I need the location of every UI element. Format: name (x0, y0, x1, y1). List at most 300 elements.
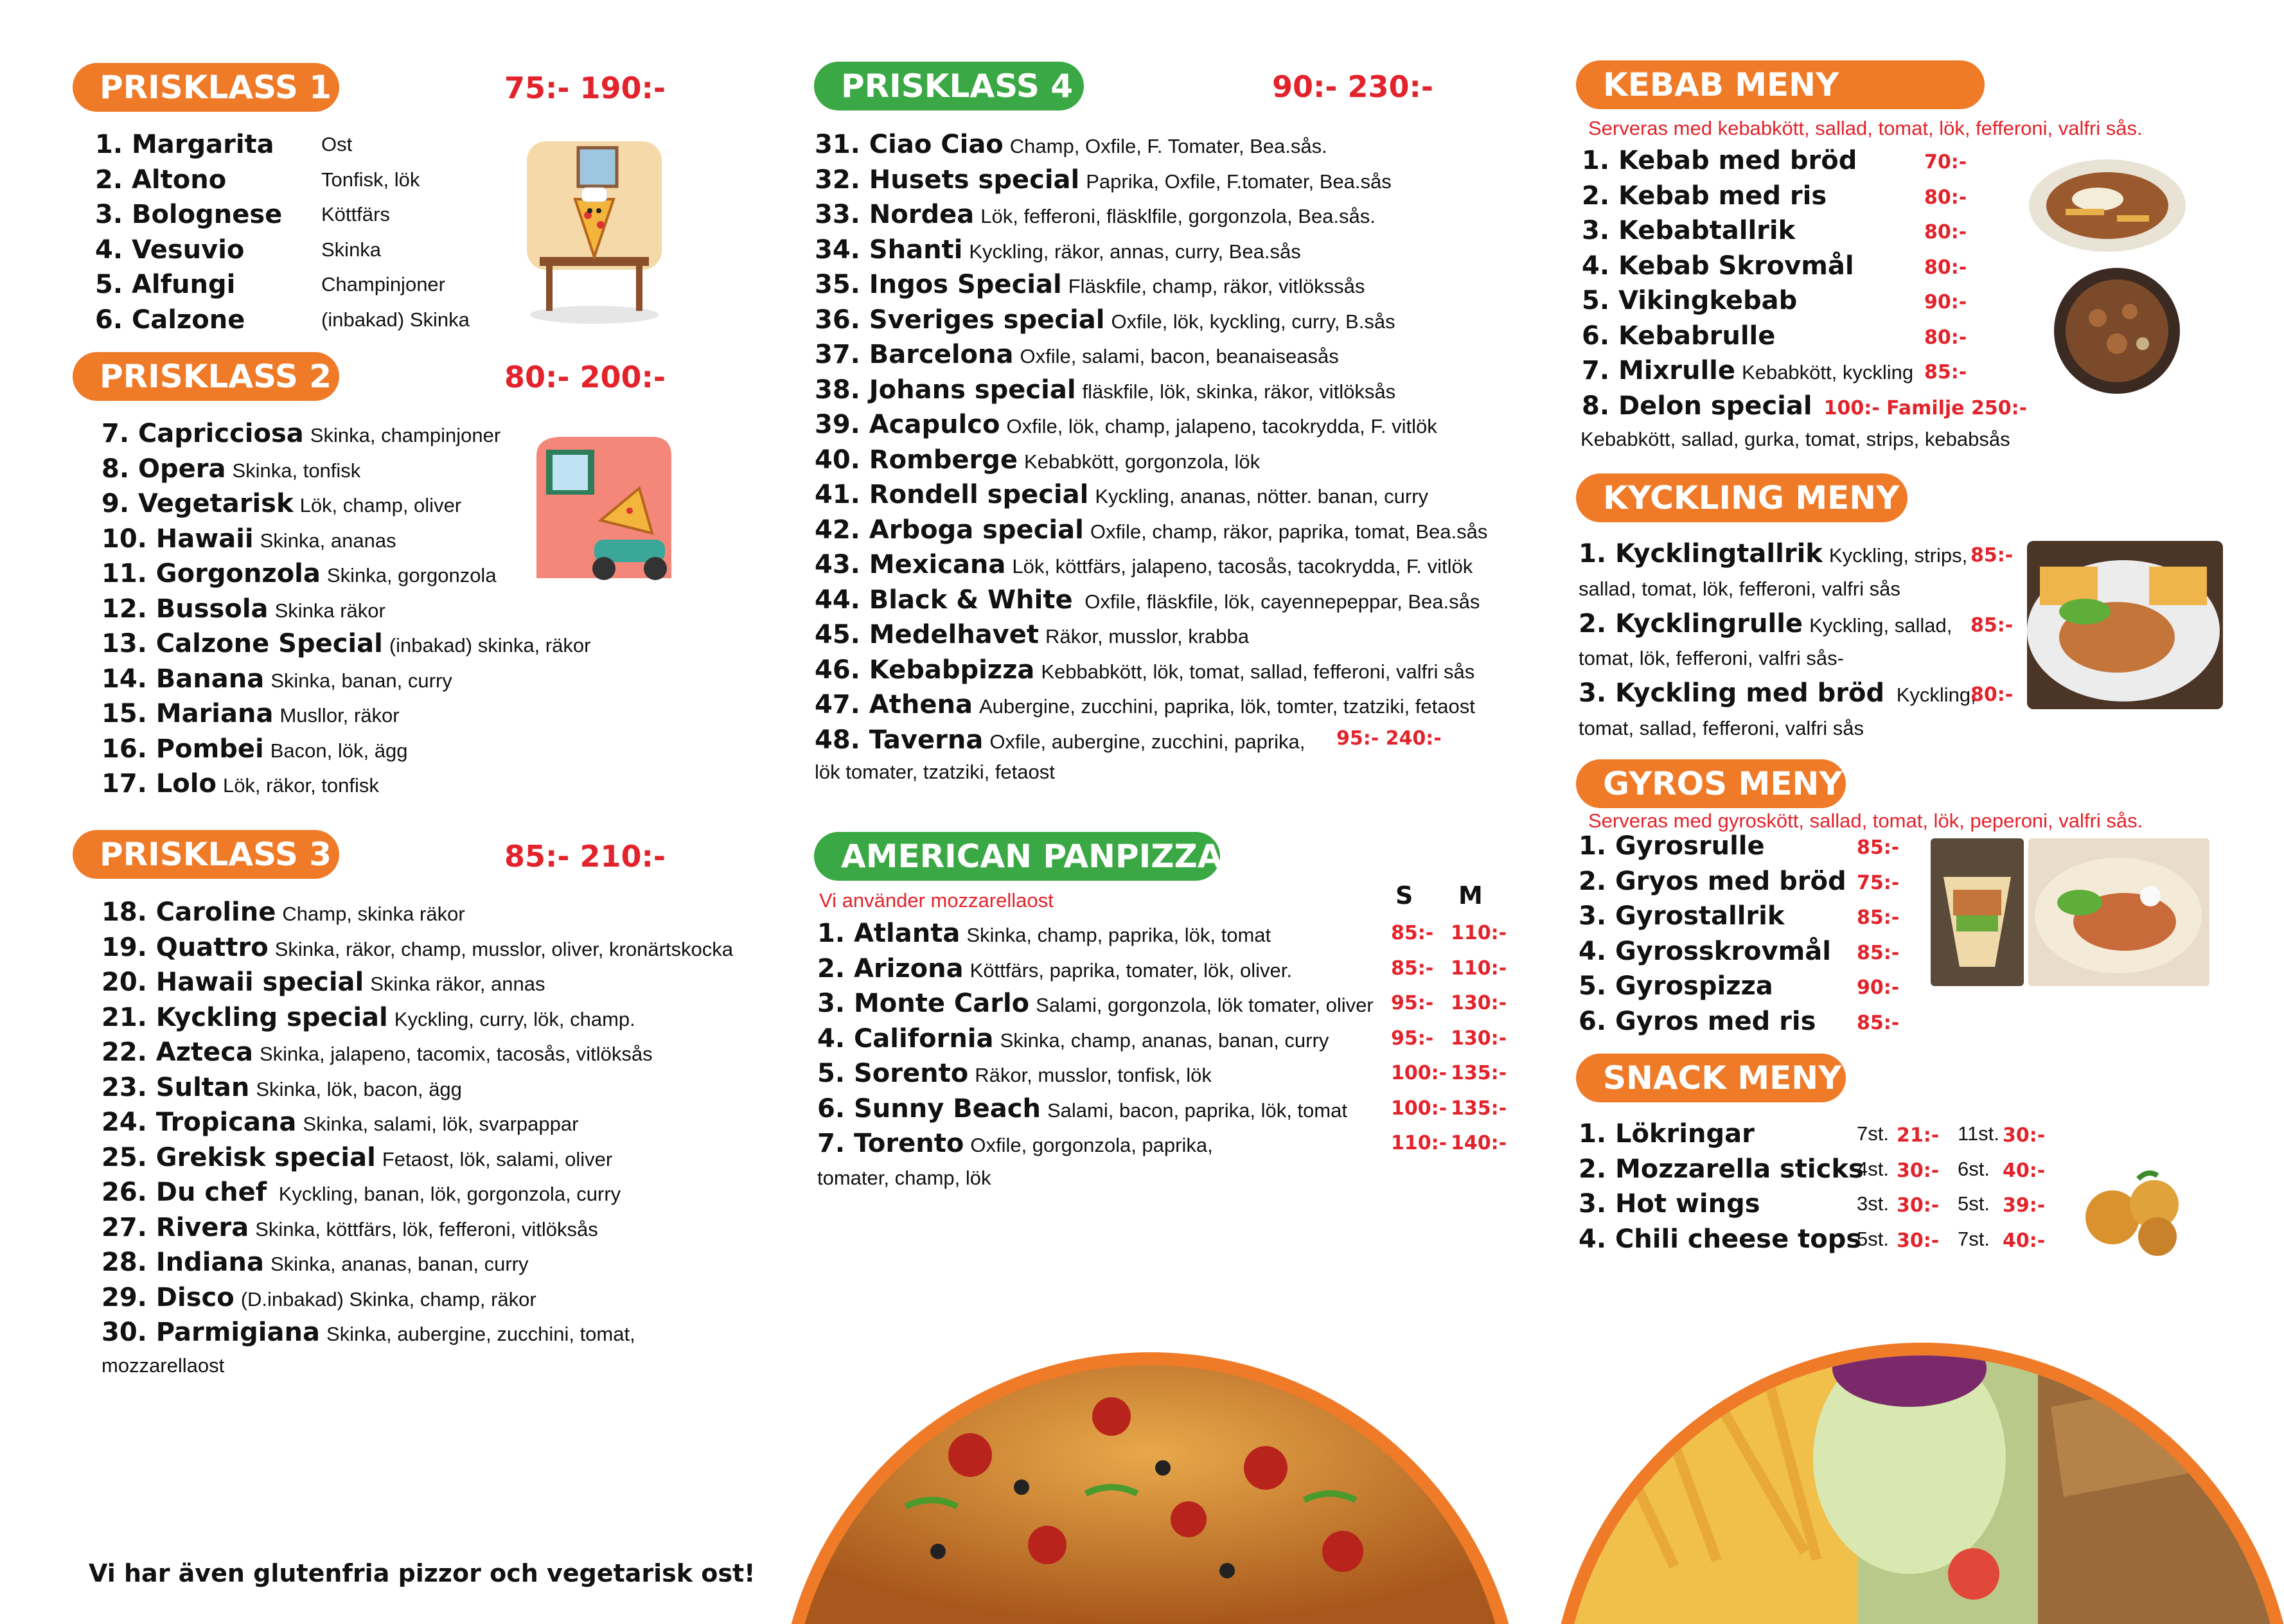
menu-item (95, 163, 420, 198)
menu-item (817, 951, 1507, 987)
menu-item (817, 986, 1507, 1021)
taverna-price: 95:- 240:- (1336, 727, 1442, 750)
snack-list (1579, 1116, 2046, 1257)
quantity-1: 5st. (1857, 1227, 1889, 1250)
item-name: 8. Opera (102, 454, 226, 484)
item-description: Skinka, ananas (260, 529, 396, 552)
footer-note: Vi har även glutenfria pizzor och vegetarisk ost! (89, 1559, 756, 1587)
item-name: 5. Gyrospizza (1579, 971, 1773, 1001)
item-description: Skinka, champ, ananas, banan, curry (1000, 1028, 1329, 1052)
prisklass-4-list (815, 127, 1487, 757)
prisklass-4-price-range: 90:- 230:- (1272, 69, 1434, 104)
item-name: 4. Vesuvio (95, 234, 245, 265)
item-description: Kebabkött, gorgonzola, lök (1024, 450, 1261, 473)
prisklass-4-header: PRISKLASS 4 (814, 62, 1084, 110)
pizza-chef-illustration (514, 128, 675, 328)
item-name: 21. Kyckling special (102, 1002, 388, 1032)
item-name: 5. Sorento (817, 1059, 969, 1088)
item-description: Oxfile, gorgonzola, paprika, (970, 1134, 1213, 1156)
item-name: 1. Gyrosrulle (1579, 831, 1765, 861)
menu-item (102, 486, 590, 522)
item-description: Skinka räkor (274, 599, 385, 622)
item-name: 17. Lolo (102, 769, 217, 799)
item-name: 3. Kyckling med bröd (1579, 678, 1885, 708)
item-description-continued: sallad, tomat, lök, fefferoni, valfri sås (1579, 577, 1900, 600)
item-description: Kebbabkött, lök, tomat, sallad, fefferoni, valfri sås (1041, 660, 1475, 683)
menu-item (815, 583, 1487, 618)
item-first-line (1579, 676, 2015, 711)
menu-item (815, 513, 1487, 548)
menu-item (102, 1245, 733, 1280)
gyros-subtitle: Serveras med gyroskött, sallad, tomat, lök, peperoni, valfri sås. (1588, 809, 2143, 832)
prisklass-2-list (102, 416, 590, 802)
menu-item (102, 1070, 733, 1106)
item-description: Bacon, lök, ägg (270, 739, 408, 762)
menu-item (1582, 213, 2027, 249)
menu-item (102, 556, 590, 592)
item-description: Lök, köttfärs, jalapeno, tacosås, tacokrydda, F. vitlök (1012, 555, 1473, 578)
pizza-photo (777, 1339, 1523, 1624)
kebab-list (1582, 143, 2027, 423)
item-description: Oxfile, fläskfile, lök, cayennepeppar, Bea.sås (1079, 590, 1480, 613)
snack-photo (2074, 1166, 2196, 1262)
item-name: 4. California (817, 1023, 994, 1054)
item-name: 3. Bolognese (95, 200, 283, 229)
menu-item (1582, 143, 2027, 179)
item-name: 12. Bussola (102, 594, 269, 624)
menu-item (1582, 353, 2027, 389)
item-name: 2. Kebab med ris (1582, 181, 1827, 211)
panpizza-size-m-header: M (1458, 881, 1483, 910)
item-price: 85:- (1970, 613, 2014, 637)
item-description: Skinka, köttfärs, lök, fefferoni, vitlöksås (255, 1217, 598, 1240)
item-name: 14. Banana (102, 664, 265, 694)
menu-item (815, 687, 1487, 723)
item-description: Kyckling, sallad, (1809, 613, 1952, 637)
price-small: 85:- (1391, 957, 1434, 980)
kebab-plate-photo (2027, 157, 2188, 254)
item-name: 3. Hot wings (1579, 1189, 1760, 1219)
item-name: 6. Gyros med ris (1579, 1006, 1816, 1036)
item-name: 32. Husets special (815, 164, 1080, 195)
item-name: 25. Grekisk special (102, 1142, 376, 1172)
menu-item (102, 895, 733, 930)
item-description: Kyckling, curry, lök, champ. (394, 1007, 635, 1030)
menu-item (817, 1126, 1507, 1161)
menu-item (817, 1021, 1507, 1057)
item-name: 7. Torento (817, 1129, 964, 1158)
item-name: 37. Barcelona (815, 340, 1014, 369)
menu-item (817, 1056, 1507, 1091)
menu-item (102, 1105, 733, 1140)
price-medium: 110:- (1451, 957, 1507, 980)
item-name: 30. Parmigiana (102, 1318, 320, 1347)
item-description: Skinka, lök, bacon, ägg (256, 1077, 462, 1100)
item-description: Oxfile, lök, champ, jalapeno, tacokrydda, F. vitlök (1006, 415, 1437, 437)
item-description: Champ, Oxfile, F. Tomater, Bea.sås. (1009, 135, 1327, 157)
price-2: 30:- (2003, 1124, 2046, 1147)
item-price: 80:- (1924, 186, 1967, 209)
item-name: 45. Medelhavet (815, 620, 1039, 649)
price-medium: 135:- (1451, 1097, 1507, 1120)
menu-item (102, 930, 733, 966)
item-description: Champinjoner (321, 273, 445, 296)
item-name: 3. Gyrostallrik (1579, 901, 1785, 931)
item-price: 90:- (1924, 291, 1967, 313)
prisklass-1-header: PRISKLASS 1 (73, 63, 339, 112)
menu-item (815, 617, 1487, 653)
item-description: Lök, champ, oliver (299, 494, 462, 516)
price-medium: 130:- (1451, 1027, 1507, 1050)
item-description: fläskfile, lök, skinka, räkor, vitlöksås (1082, 380, 1396, 403)
price-2: 40:- (2003, 1159, 2046, 1182)
item-description: Oxfile, aubergine, zucchini, paprika, (989, 730, 1306, 753)
item-description: Kyckling, (1891, 684, 1976, 706)
prisklass-3-list (102, 895, 733, 1350)
kebab-header: KEBAB MENY (1576, 60, 1985, 109)
menu-item (815, 337, 1487, 373)
menu-item (1579, 1152, 2046, 1187)
kebab-fries-photo (1550, 1330, 2284, 1624)
item-description: Skinka räkor, annas (370, 973, 545, 995)
menu-item (817, 916, 1507, 951)
menu-item (1582, 283, 2027, 319)
item-name: 1. Margarita (95, 130, 274, 159)
gyros-plate-photo (2028, 838, 2209, 986)
item-name: 1. Kebab med bröd (1582, 146, 1857, 175)
prisklass-2-header: PRISKLASS 2 (73, 352, 339, 401)
menu-item (102, 1315, 733, 1350)
kebab-subtitle: Serveras med kebabkött, sallad, tomat, lök, fefferoni, valfri sås. (1588, 117, 2143, 139)
item-price: 85:- (1857, 941, 1900, 964)
item-name: 2. Gryos med bröd (1579, 866, 1846, 896)
item-description-continued: tomat, sallad, fefferoni, valfri sås (1579, 716, 1864, 739)
item-name: 47. Athena (815, 690, 973, 719)
item-name: 4. Kebab Skrovmål (1582, 251, 1854, 281)
menu-item (1579, 829, 1900, 864)
menu-item (95, 233, 382, 268)
item-name: 2. Kycklingrulle (1579, 608, 1803, 639)
item-name: 7. Capricciosa (102, 419, 304, 448)
item-name: 40. Romberge (815, 445, 1018, 475)
menu-item (102, 452, 590, 487)
item-name: 48. Taverna (815, 725, 984, 755)
menu-item (815, 197, 1487, 233)
price-medium: 110:- (1451, 922, 1507, 944)
item-description: Salami, bacon, paprika, lök, tomat (1047, 1099, 1347, 1122)
menu-item (1579, 1116, 2046, 1152)
item-name: 6. Kebabrulle (1582, 321, 1776, 351)
menu-item (102, 592, 590, 627)
item-name: 38. Johans special (815, 375, 1076, 405)
item-price: 70:- (1924, 151, 1967, 173)
item-name: 2. Mozzarella sticks (1579, 1154, 1864, 1184)
menu-item (102, 1175, 733, 1210)
item-price: 85:- (1857, 836, 1900, 859)
item-name: 1. Kycklingtallrik (1579, 539, 1823, 569)
item-name: 36. Sveriges special (815, 304, 1105, 335)
kyckling-header: KYCKLING MENY (1576, 473, 1908, 522)
price-medium: 140:- (1451, 1132, 1507, 1154)
item-price: 90:- (1857, 976, 1900, 999)
item-price: 80:- (1924, 326, 1967, 349)
item-description: Räkor, musslor, krabba (1045, 625, 1250, 648)
item-name: 4. Gyrosskrovmål (1579, 936, 1831, 966)
menu-item (1579, 899, 1900, 934)
menu-item (1579, 536, 2015, 606)
gyros-list (1579, 829, 1900, 1039)
item-description: Kyckling, strips, (1828, 544, 1968, 567)
item-name: 2. Arizona (817, 953, 964, 984)
item-name: 31. Ciao Ciao (815, 130, 1004, 159)
menu-item (102, 626, 590, 662)
item-description: (inbakad) Skinka (321, 308, 470, 331)
item-name: 44. Black & White (815, 585, 1073, 615)
menu-item (102, 662, 590, 697)
quantity-2: 11st. (1958, 1122, 1999, 1145)
snack-header: SNACK MENY (1576, 1054, 1846, 1102)
menu-item (1582, 319, 2027, 354)
item-description: Kyckling, banan, lök, gorgonzola, curry (273, 1183, 621, 1205)
item-description: Skinka, aubergine, zucchini, tomat, (326, 1323, 635, 1345)
item-description: Ost (321, 133, 353, 155)
item-name: 26. Du chef (102, 1178, 267, 1207)
menu-item (1579, 1004, 1900, 1039)
quantity-2: 7st. (1958, 1227, 1990, 1250)
price-1: 30:- (1897, 1229, 1940, 1252)
kebab-meat-photo (2053, 267, 2181, 395)
item-name: 15. Mariana (102, 699, 274, 728)
menu-item (102, 1280, 733, 1316)
scooter-pizza-illustration (524, 430, 691, 597)
menu-item (102, 696, 590, 732)
item-name: 3. Monte Carlo (817, 989, 1030, 1018)
item-price: 85:- (1924, 361, 1967, 384)
item-name: 11. Gorgonzola (102, 559, 321, 588)
menu-item (102, 1000, 733, 1036)
menu-item (815, 477, 1487, 513)
item-description: Skinka (321, 238, 382, 261)
menu-item (815, 407, 1487, 443)
kyckling-list (1579, 536, 2015, 746)
menu-item (95, 127, 353, 163)
item-description: Kebabkött, kyckling (1742, 361, 1914, 384)
item-description: Musllor, räkor (279, 704, 400, 727)
item-description: Tonfisk, lök (321, 168, 420, 191)
item-price: 80:- (1924, 256, 1967, 279)
menu-item (815, 163, 1487, 198)
item-description: (inbakad) skinka, räkor (389, 634, 591, 657)
item-price: 85:- (1857, 1011, 1900, 1034)
menu-item (102, 416, 590, 452)
item-description: Skinka, champinjoner (310, 424, 501, 446)
item-name: 2. Altono (95, 164, 227, 195)
item-name: 8. Delon special (1582, 391, 1812, 421)
quantity-2: 6st. (1958, 1157, 1990, 1180)
panpizza-subtitle: Vi använder mozzarellaost (819, 889, 1054, 912)
item-name: 28. Indiana (102, 1248, 264, 1277)
item-name: 27. Rivera (102, 1212, 249, 1242)
item-description: Oxfile, champ, räkor, paprika, tomat, Bea.sås (1090, 520, 1488, 543)
item-name: 18. Caroline (102, 897, 276, 927)
menu-item (102, 766, 590, 802)
menu-item (1579, 606, 2015, 676)
item-description: Skinka, gorgonzola (326, 564, 497, 587)
item-name: 1. Lökringar (1579, 1119, 1755, 1149)
menu-item (817, 1091, 1507, 1127)
prisklass-4-continuation: lök tomater, tzatziki, fetaost (815, 761, 1055, 783)
item-description: Kyckling, räkor, annas, curry, Bea.sås (969, 240, 1301, 263)
item-name: 16. Pombei (102, 734, 264, 764)
item-name: 13. Calzone Special (102, 629, 383, 658)
item-name: 39. Acapulco (815, 410, 1000, 439)
price-small: 85:- (1391, 922, 1434, 944)
price-1: 21:- (1897, 1124, 1940, 1147)
menu-item (1579, 1187, 2046, 1222)
item-description-continued: tomat, lök, fefferoni, valfri sås- (1579, 647, 1844, 669)
menu-item (102, 1140, 733, 1176)
menu-item (815, 127, 1487, 163)
item-description: Lök, räkor, tonfisk (222, 774, 379, 797)
item-name: 42. Arboga special (815, 515, 1084, 545)
price-small: 95:- (1391, 1027, 1434, 1050)
quantity-1: 3st. (1857, 1192, 1889, 1215)
item-description: Paprika, Oxfile, F.tomater, Bea.sås (1086, 170, 1392, 193)
item-description: Skinka, räkor, champ, musslor, oliver, kronärtskocka (274, 937, 733, 960)
item-description: Aubergine, zucchini, paprika, lök, tomter, tzatziki, fetaost (978, 695, 1475, 718)
price-2: 40:- (2003, 1229, 2046, 1252)
menu-item (815, 547, 1487, 583)
item-name: 43. Mexicana (815, 550, 1006, 579)
item-description: Kyckling, ananas, nötter. banan, curry (1095, 485, 1429, 508)
price-1: 30:- (1897, 1159, 1940, 1182)
item-name: 6. Calzone (95, 304, 245, 335)
quantity-1: 7st. (1857, 1122, 1889, 1145)
menu-item (1579, 1222, 2046, 1257)
menu-item (102, 522, 590, 557)
prisklass-2-price-range: 80:- 200:- (504, 360, 666, 394)
panpizza-continuation: tomater, champ, lök (817, 1167, 991, 1189)
menu-item (102, 1210, 733, 1246)
item-first-line (1579, 536, 2015, 572)
menu-item (815, 303, 1487, 338)
price-small: 100:- (1391, 1097, 1447, 1120)
item-name: 33. Nordea (815, 200, 975, 229)
item-name: 5. Alfungi (95, 270, 236, 299)
price-2: 39:- (2003, 1194, 2046, 1217)
prisklass-3-price-range: 85:- 210:- (504, 839, 666, 874)
menu-item (815, 373, 1487, 408)
menu-item (1582, 389, 2027, 424)
prisklass-3-header: PRISKLASS 3 (73, 830, 339, 879)
item-name: 23. Sultan (102, 1072, 250, 1102)
item-price: 80:- (1924, 221, 1967, 243)
menu-item (815, 653, 1487, 688)
item-name: 3. Kebabtallrik (1582, 216, 1796, 245)
price-medium: 130:- (1451, 992, 1507, 1014)
gyros-header: GYROS MENY (1576, 759, 1846, 808)
price-small: 100:- (1391, 1062, 1447, 1084)
item-name: 10. Hawaii (102, 524, 254, 554)
item-price: 80:- (1970, 684, 2014, 706)
menu-item (1582, 179, 2027, 214)
item-description: Skinka, champ, paprika, lök, tomat (966, 924, 1271, 946)
kebab-continuation: Kebabkött, sallad, gurka, tomat, strips, kebabsås (1580, 428, 2010, 450)
item-name: 7. Mixrulle (1582, 356, 1736, 385)
menu-item (1579, 864, 1900, 899)
menu-item (95, 267, 445, 303)
prisklass-3-continuation: mozzarellaost (102, 1354, 225, 1377)
menu-item (1582, 249, 2027, 284)
menu-item (102, 732, 590, 767)
item-name: 46. Kebabpizza (815, 655, 1035, 685)
menu-item (1579, 934, 1900, 969)
item-name: 1. Atlanta (817, 919, 961, 948)
item-description: Lök, fefferoni, fläsklfile, gorgonzola, Bea.sås. (980, 205, 1376, 227)
item-name: 5. Vikingkebab (1582, 286, 1798, 315)
item-name: 4. Chili cheese tops (1579, 1224, 1862, 1254)
menu-item (95, 197, 390, 233)
quantity-2: 5st. (1958, 1192, 1990, 1215)
price-medium: 135:- (1451, 1062, 1507, 1084)
price-1: 30:- (1897, 1194, 1940, 1217)
item-description: Skinka, jalapeno, tacomix, tacosås, vitlöksås (259, 1043, 653, 1065)
item-description: Champ, skinka räkor (282, 903, 465, 925)
item-name: 9. Vegetarisk (102, 489, 294, 518)
item-price: 85:- (1857, 906, 1900, 929)
panpizza-list (817, 916, 1507, 1161)
item-name: 20. Hawaii special (102, 967, 364, 997)
item-description: Fläskfile, champ, räkor, vitlökssås (1068, 275, 1365, 297)
item-description: Fetaost, lök, salami, oliver (382, 1147, 613, 1170)
quantity-1: 4st. (1857, 1157, 1889, 1180)
item-description: Köttfärs, paprika, tomater, lök, oliver. (969, 958, 1292, 982)
item-description: Räkor, musslor, tonfisk, lök (975, 1064, 1212, 1086)
item-price: 85:- (1970, 544, 2014, 567)
menu-item (815, 267, 1487, 303)
item-name: 22. Azteca (102, 1037, 253, 1067)
item-description: (D.inbakad) Skinka, champ, räkor (240, 1287, 536, 1311)
item-name: 24. Tropicana (102, 1108, 297, 1137)
item-name: 6. Sunny Beach (817, 1093, 1041, 1124)
item-name: 19. Quattro (102, 932, 269, 962)
prisklass-1-price-range: 75:- 190:- (504, 71, 666, 105)
menu-item (815, 443, 1487, 478)
panpizza-size-s-header: S (1395, 881, 1413, 910)
item-description: Köttfärs (321, 203, 390, 225)
item-first-line (1579, 606, 2015, 642)
prisklass-1-list (95, 127, 470, 337)
kyckling-plate-photo (2027, 541, 2223, 709)
item-name: 34. Shanti (815, 234, 963, 265)
item-description: Skinka, ananas, banan, curry (270, 1253, 529, 1275)
item-price: 75:- (1857, 871, 1900, 894)
menu-item (95, 303, 470, 338)
item-description: Skinka, banan, curry (270, 669, 452, 692)
item-price: 100:- Familje 250:- (1823, 396, 2028, 419)
item-name: 41. Rondell special (815, 480, 1089, 509)
item-description: Skinka, salami, lök, svarpappar (303, 1113, 579, 1135)
item-name: 29. Disco (102, 1282, 235, 1312)
menu-item (1579, 969, 1900, 1004)
price-small: 110:- (1391, 1132, 1447, 1154)
price-small: 95:- (1391, 992, 1434, 1014)
item-description: Oxfile, lök, kyckling, curry, B.sås (1111, 310, 1395, 333)
item-description: Oxfile, salami, bacon, beanaiseasås (1020, 345, 1339, 367)
panpizza-header: AMERICAN PANPIZZA (814, 832, 1220, 881)
gyros-wrap-photo (1931, 838, 2024, 986)
item-description: Skinka, tonfisk (232, 459, 361, 482)
